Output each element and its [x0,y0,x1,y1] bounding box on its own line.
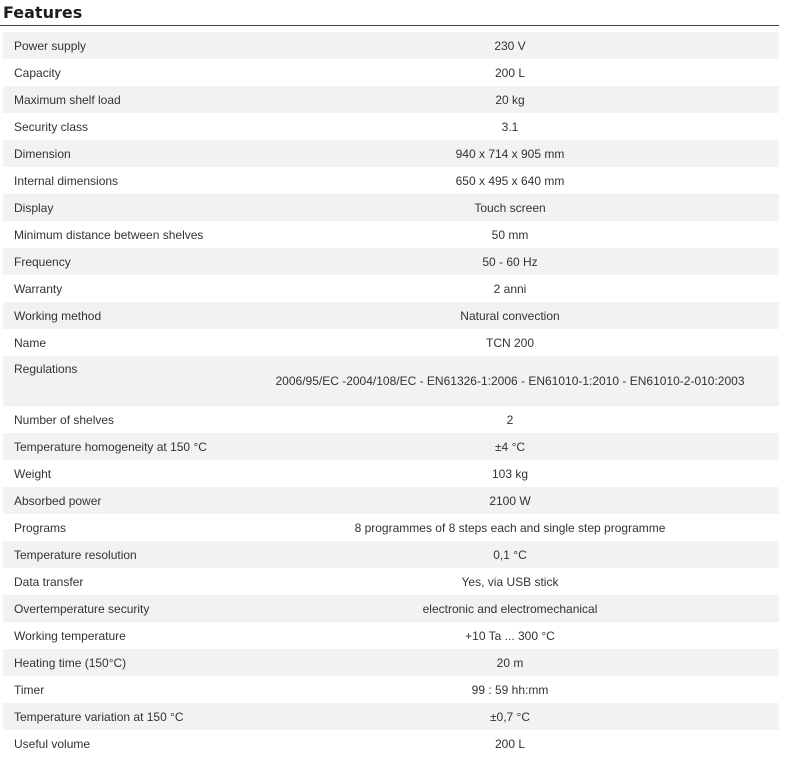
row-value: 20 m [241,649,779,676]
table-row [3,59,779,86]
row-label: Working method [3,302,241,329]
row-value: Yes, via USB stick [241,568,779,595]
table-row [3,356,779,406]
row-label: Warranty [3,275,241,302]
row-value: 940 x 714 x 905 mm [241,140,779,167]
row-label: Weight [3,460,241,487]
row-value: 20 kg [241,86,779,113]
row-label: Timer [3,676,241,703]
table-row [3,248,779,275]
table-row [3,649,779,676]
row-value: 2 anni [241,275,779,302]
table-row [3,329,779,356]
row-value: 8 programmes of 8 steps each and single step programme [241,514,779,541]
row-label: Internal dimensions [3,167,241,194]
table-row [3,167,779,194]
row-label: Overtemperature security [3,595,241,622]
row-value: TCN 200 [241,329,779,356]
row-value: 200 L [241,730,779,757]
row-value: electronic and electromechanical [241,595,779,622]
table-row [3,703,779,730]
table-row [3,194,779,221]
row-label: Minimum distance between shelves [3,221,241,248]
table-row [3,302,779,329]
title-divider [0,25,779,26]
row-value: 2100 W [241,487,779,514]
table-row [3,275,779,302]
table-row [3,113,779,140]
row-label: Temperature homogeneity at 150 °C [3,433,241,460]
table-row [3,221,779,248]
row-value: ±4 °C [241,433,779,460]
features-table [3,32,779,757]
row-value: ±0,7 °C [241,703,779,730]
table-row [3,406,779,433]
row-label: Power supply [3,32,241,59]
row-value: +10 Ta ... 300 °C [241,622,779,649]
row-value: 230 V [241,32,779,59]
table-row [3,622,779,649]
row-value: 2 [241,406,779,433]
row-value: 0,1 °C [241,541,779,568]
table-row [3,140,779,167]
row-label: Display [3,194,241,221]
table-row [3,541,779,568]
row-label: Dimension [3,140,241,167]
row-label: Security class [3,113,241,140]
row-value: Natural convection [241,302,779,329]
row-value: 50 mm [241,221,779,248]
table-row [3,514,779,541]
row-label: Data transfer [3,568,241,595]
table-row [3,433,779,460]
row-value: 2006/95/EC -2004/108/EC - EN61326-1:2006 - EN61010-1:2010 - EN61010-2-010:2003 [241,356,779,406]
row-label: Number of shelves [3,406,241,433]
row-label: Heating time (150°C) [3,649,241,676]
section-title: Features [3,3,83,22]
row-value: 200 L [241,59,779,86]
row-label: Absorbed power [3,487,241,514]
row-label: Maximum shelf load [3,86,241,113]
row-label: Name [3,329,241,356]
table-row [3,32,779,59]
row-label: Programs [3,514,241,541]
table-row [3,730,779,757]
row-label: Useful volume [3,730,241,757]
row-label: Temperature resolution [3,541,241,568]
row-label: Regulations [3,356,241,406]
row-label: Capacity [3,59,241,86]
table-row [3,676,779,703]
row-value: 103 kg [241,460,779,487]
row-value: 99 : 59 hh:mm [241,676,779,703]
table-row [3,86,779,113]
row-label: Working temperature [3,622,241,649]
table-row [3,487,779,514]
row-label: Frequency [3,248,241,275]
row-value: 50 - 60 Hz [241,248,779,275]
row-value: 650 x 495 x 640 mm [241,167,779,194]
row-label: Temperature variation at 150 °C [3,703,241,730]
row-value: 3.1 [241,113,779,140]
row-value: Touch screen [241,194,779,221]
table-row [3,460,779,487]
table-row [3,595,779,622]
table-row [3,568,779,595]
